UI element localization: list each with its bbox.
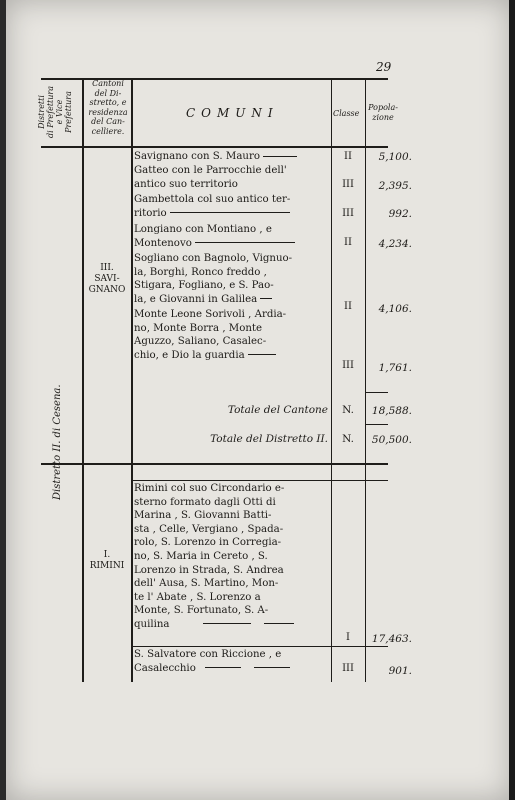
col-divider-3 bbox=[331, 78, 332, 682]
leader-dash bbox=[170, 212, 290, 213]
pop-value: 992. bbox=[388, 208, 412, 220]
pop-value: 2,395. bbox=[378, 180, 412, 192]
entry-sogliano bbox=[134, 252, 292, 306]
col-divider-2 bbox=[131, 78, 133, 682]
classe-value: III bbox=[342, 179, 354, 190]
entry-line: Monte Leone Sorivoli , Ardia- bbox=[134, 309, 287, 320]
leader-dash bbox=[203, 623, 251, 624]
leader-dash bbox=[263, 156, 297, 157]
classe-value: I bbox=[346, 632, 350, 643]
canton-rimini: I. RIMINI bbox=[89, 550, 125, 571]
page-edge bbox=[509, 0, 515, 800]
entry-line: sta , Celle, Vergiano , Spada- bbox=[134, 523, 284, 535]
header-bottom-rule bbox=[41, 146, 388, 148]
entry-line: quilina bbox=[134, 618, 170, 630]
entry-line: no, Monte Borra , Monte bbox=[134, 322, 263, 334]
canton-divider bbox=[133, 480, 388, 481]
entry-line: la, Borghi, Ronco freddo , bbox=[134, 266, 267, 278]
entry-line: Casalecchio bbox=[134, 662, 196, 674]
entry-line: Marina , S. Giovanni Batti- bbox=[134, 510, 272, 522]
page-number: 29 bbox=[376, 60, 392, 74]
canton-savignano: III. SAVI- GNANO bbox=[88, 263, 126, 295]
pop-value: 17,463. bbox=[371, 633, 412, 645]
entry-line: Sogliano con Bagnolo, Vignuo- bbox=[134, 253, 293, 264]
pop-value: 4,106. bbox=[378, 303, 412, 315]
entry-line: dell' Ausa, S. Martino, Mon- bbox=[134, 578, 279, 590]
entry-line: la, e Giovanni in Galilea bbox=[134, 293, 258, 305]
distretto-label: Distretto II. di Cesena. bbox=[52, 384, 63, 500]
entry-line: no, S. Maria in Cereto , S. bbox=[134, 550, 268, 562]
header-distretti: Distretti di Prefettura e Vice Prefettura bbox=[37, 85, 73, 139]
header-cantoni: Cantoni del Di- stretto, e residenza del Can- celliere. bbox=[88, 79, 128, 136]
entry-divider bbox=[133, 646, 388, 647]
entry-s-salvatore bbox=[134, 648, 290, 675]
classe-value: II bbox=[344, 301, 352, 312]
entry-line: Longiano con Montiano , e bbox=[134, 224, 272, 235]
entry-line: antico suo territorio bbox=[134, 178, 238, 190]
entry-line: Montenovo bbox=[134, 237, 192, 249]
header-comuni: COMUNI bbox=[186, 106, 279, 120]
entry-line: Stigara, Fogliano, e S. Pao- bbox=[134, 280, 274, 292]
distretto-total-value: 50,500. bbox=[371, 434, 412, 446]
total-rule bbox=[366, 392, 388, 393]
entry-monte-leone bbox=[134, 306, 286, 362]
pop-value: 4,234. bbox=[378, 238, 412, 250]
entry-line: Gambettola col suo antico ter- bbox=[134, 194, 291, 205]
cantone-total-value: 18,588. bbox=[371, 405, 412, 417]
cantone-total-label: Totale del Cantone bbox=[227, 404, 328, 416]
classe-value: III bbox=[342, 208, 354, 219]
pop-value: 1,761. bbox=[378, 362, 412, 374]
entry-line: rolo, S. Lorenzo in Corregia- bbox=[134, 537, 282, 549]
entry-rimini bbox=[134, 482, 294, 632]
classe-value: II bbox=[344, 151, 352, 162]
entry-gambettola bbox=[134, 193, 290, 220]
pop-value: 901. bbox=[388, 665, 412, 677]
classe-value: II bbox=[344, 237, 352, 248]
col-divider-4 bbox=[365, 78, 366, 682]
entry-line: Monte, S. Fortunato, S. A- bbox=[134, 605, 269, 617]
entry-line: ritorio bbox=[134, 207, 167, 219]
entry-longiano bbox=[134, 223, 295, 250]
entry-line: Savignano con S. Mauro bbox=[134, 151, 260, 162]
classe-value: III bbox=[342, 663, 354, 674]
leader-dash bbox=[248, 354, 276, 355]
col-divider-1 bbox=[82, 78, 84, 682]
total-rule bbox=[366, 424, 388, 425]
entry-line: Lorenzo in Strada, S. Andrea bbox=[134, 564, 284, 576]
entry-line: te l' Abate , S. Lorenzo a bbox=[134, 591, 261, 603]
entry-line: Rimini col suo Circondario e- bbox=[134, 483, 285, 494]
leader-dash bbox=[264, 623, 294, 624]
leader-dash bbox=[195, 242, 295, 243]
leader-dash bbox=[205, 667, 241, 668]
classe-value: III bbox=[342, 360, 354, 371]
entry-line: Aguzzo, Saliano, Casalec- bbox=[134, 336, 267, 348]
leader-dash bbox=[254, 667, 290, 668]
entry-line: chio, e Dio la guardia bbox=[134, 349, 245, 361]
entry-gatteo bbox=[134, 164, 287, 191]
header-classe: Classe bbox=[333, 109, 360, 118]
leader-dash bbox=[260, 298, 272, 299]
pop-value: 5,100. bbox=[378, 151, 412, 163]
distretto-total-label: Totale del Distretto II. bbox=[210, 433, 328, 445]
entry-line: S. Salvatore con Riccione , e bbox=[134, 649, 282, 660]
district-divider bbox=[41, 463, 388, 465]
distretto-total-n: N. bbox=[342, 433, 354, 445]
entry-line: Gatteo con le Parrocchie dell' bbox=[134, 165, 287, 176]
entry-line: sterno formato dagli Otti di bbox=[134, 496, 276, 508]
header-popolazione: Popola- zione bbox=[368, 103, 398, 122]
cantone-total-n: N. bbox=[342, 404, 354, 416]
entry-savignano bbox=[134, 150, 297, 164]
